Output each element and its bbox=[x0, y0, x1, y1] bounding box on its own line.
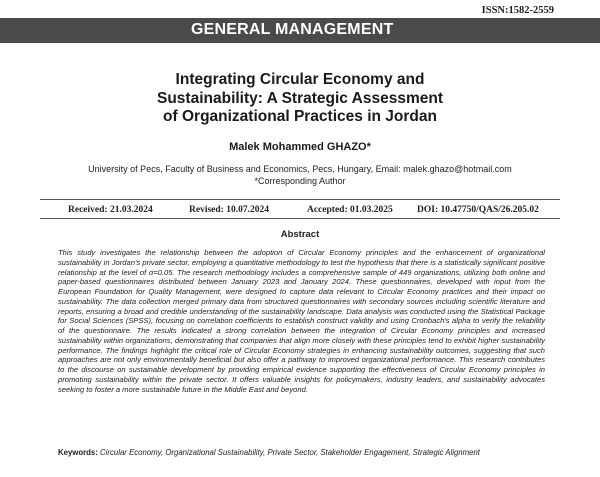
keywords-section bbox=[58, 448, 545, 458]
publication-dates bbox=[40, 205, 560, 217]
corresponding-author-note: *Corresponding Author bbox=[254, 176, 346, 186]
title-line: Integrating Circular Economy and bbox=[175, 71, 425, 88]
title-line: Sustainability: A Strategic Assessment bbox=[157, 89, 443, 107]
abstract-heading: Abstract bbox=[280, 229, 320, 240]
received-date: Received: 21.03.2024 bbox=[68, 205, 153, 215]
section-banner bbox=[0, 18, 600, 43]
issn-number: ISSN:1582-2559 bbox=[481, 5, 554, 16]
doi[interactable]: DOI: 10.47750/QAS/26.205.02 bbox=[417, 205, 539, 215]
abstract-text: This study investigates the relationship between the adoption of Circular Economy principles and the enhancement of organizational sustainability in Jordan's private sector, employing a quantitative methodology to test the hypothesis that there is a statistically significant positive relationship at the level of α=0.05. The research methodology includes a comprehensive sample of 449 organizations, utilizing both online and paper-based questionnaires distributed between January 2023 and January 2024. These questionnaires, developed with input from the European Foundation for Quality Management, were designed to capture data relevant to Circular Economy practices and their impact on sustainability. The data collection merged primary data from structured questionnaires with secondary sources including scientific literature and reports, ensuring a broad and credible understanding of the sustainability landscape. Data analysis was conducted using the Statistical Package for Social Sciences (SPSS), focusing on correlation coefficients to establish construct validity and using Cronbach's alpha to verify the reliability of the questionnaire. The results indicated a strong correlation between the integration of Circular Economy principles and increased sustainability within organizations, demonstrating that companies that align more closely with these principles tend to exhibit higher sustainability performance. The findings highlight the critical role of Circular Economy strategies in enhancing sustainability outcomes, suggesting that such approaches are not only environmentally beneficial but also offer a pathway to improved organizational performance. This research contributes to the discourse on sustainable development by providing empirical evidence supporting the effectiveness of Circular Economy principles in promoting sustainability within the private sector. It offers valuable insights for policymakers, industry leaders, and sustainability advocates seeking to foster a more sustainable future in the Middle East and beyond. bbox=[58, 248, 545, 394]
divider-top bbox=[40, 199, 560, 200]
revised-date: Revised: 10.07.2024 bbox=[189, 205, 269, 215]
keywords-label: Keywords: bbox=[58, 448, 98, 457]
article-title bbox=[0, 71, 600, 127]
title-line: of Organizational Practices in Jordan bbox=[163, 108, 437, 125]
accepted-date: Accepted: 01.03.2025 bbox=[307, 205, 393, 215]
keywords-text: Circular Economy, Organizational Sustainability, Private Sector, Stakeholder Engagement, Strategic Alignment bbox=[100, 448, 480, 457]
divider-bottom bbox=[40, 218, 560, 219]
affiliation-block bbox=[0, 163, 600, 187]
affiliation: University of Pecs, Faculty of Business and Economics, Pecs, Hungary, Email: malek.ghazo@hotmail.com bbox=[88, 164, 512, 174]
author-name: Malek Mohammed GHAZO* bbox=[229, 141, 371, 153]
section-title: GENERAL MANAGEMENT bbox=[191, 21, 394, 38]
